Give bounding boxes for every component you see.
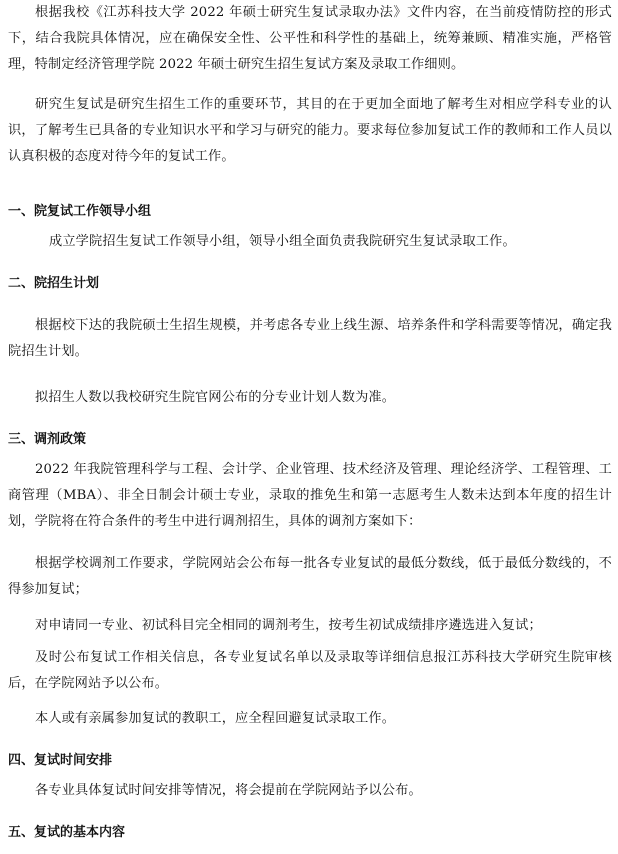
section-heading-4: 四、复试时间安排 (8, 753, 113, 768)
section-2-paragraph-2: 拟招生人数以我校研究生院官网公布的分专业计划人数为准。 (35, 390, 396, 405)
intro-paragraph-1: 根据我校《江苏科技大学 2022 年硕士研究生复试录取办法》文件内容，在当前疫情防控的形式下，结合我院具体情况，应在确保安全性、公平性和科学性的基础上，统筹兼顾、精准实施，严格管理，特制定经济管理学院 2022 年硕士研究生招生复试方案及录取工作细则。 (8, 5, 612, 72)
section-heading-1: 一、院复试工作领导小组 (8, 204, 152, 219)
intro-paragraph-2: 研究生复试是研究生招生工作的重要环节，其目的在于更加全面地了解考生对相应学科专业的认识，了解考生已具备的专业知识水平和学习与研究的能力。要求每位参加复试工作的教师和工作人员以认真积极的态度对待今年的复试工作。 (8, 97, 612, 164)
section-4-paragraph-1: 各专业具体复试时间安排等情况，将会提前在学院网站予以公布。 (35, 783, 422, 798)
section-3-paragraph-1: 2022 年我院管理科学与工程、会计学、企业管理、技术经济及管理、理论经济学、工程管理、工商管理（MBA）、非全日制会计硕士专业，录取的推免生和第一志愿考生人数未达到本年度的招生计划，学院将在符合条件的考生中进行调剂招生，具体的调剂方案如下： (8, 462, 612, 529)
section-heading-3: 三、调剂政策 (8, 432, 87, 447)
section-1-paragraph-1: 成立学院招生复试工作领导小组，领导小组全面负责我院研究生复试录取工作。 (49, 234, 516, 249)
section-3-paragraph-5: 本人或有亲属参加复试的教职工，应全程回避复试录取工作。 (35, 711, 396, 726)
section-2-paragraph-1: 根据校下达的我院硕士生招生规模，并考虑各专业上线生源、培养条件和学科需要等情况，确定我院招生计划。 (8, 318, 612, 359)
section-3-paragraph-4: 及时公布复试工作相关信息，各专业复试名单以及录取等详细信息报江苏科技大学研究生院审核后，在学院网站予以公布。 (8, 650, 612, 691)
section-heading-2: 二、院招生计划 (8, 276, 100, 291)
section-3-paragraph-3: 对申请同一专业、初试科目完全相同的调剂考生，按考生初试成绩排序遴选进入复试； (35, 618, 542, 633)
section-heading-5: 五、复试的基本内容 (8, 825, 126, 840)
section-3-paragraph-2: 根据学校调剂工作要求，学院网站会公布每一批各专业复试的最低分数线，低于最低分数线的，不得参加复试； (8, 556, 612, 597)
